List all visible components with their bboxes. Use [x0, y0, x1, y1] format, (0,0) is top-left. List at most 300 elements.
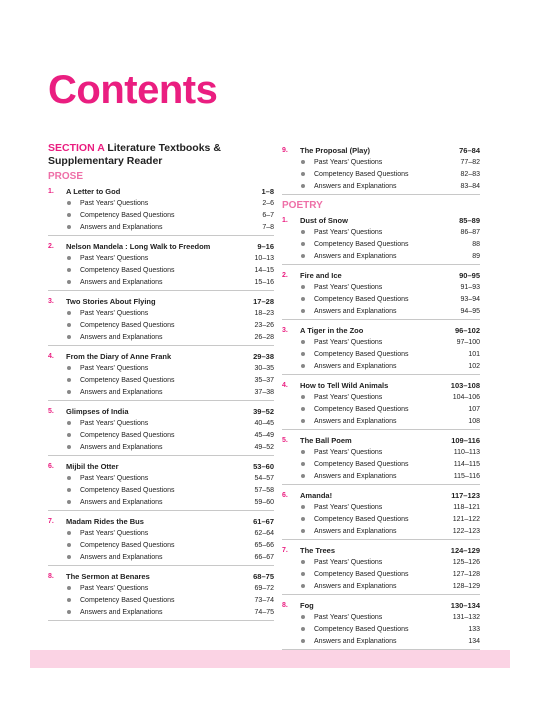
bullet-icon	[301, 285, 305, 289]
sub-entry-pages: 93–94	[460, 295, 480, 303]
sub-entry-pages: 10–13	[254, 254, 274, 262]
sub-entry-label: Answers and Explanations	[80, 223, 163, 231]
sub-entry-label: Competency Based Questions	[80, 211, 175, 219]
sub-entry-pages: 83–84	[460, 182, 480, 190]
sub-entry-label: Answers and Explanations	[314, 182, 397, 190]
sub-entry-label: Competency Based Questions	[314, 625, 409, 633]
bullet-icon	[67, 268, 71, 272]
sub-entry-label: Answers and Explanations	[80, 443, 163, 451]
sub-entry-pages: 74–75	[254, 608, 274, 616]
bullet-icon	[301, 184, 305, 188]
poetry-heading: POETRY	[282, 200, 323, 211]
bullet-icon	[67, 323, 71, 327]
section-label: SECTION A	[48, 142, 105, 154]
bullet-icon	[301, 450, 305, 454]
bullet-icon	[67, 311, 71, 315]
chapter-row[interactable]	[48, 405, 274, 417]
chapter-pages: 90–95	[459, 270, 480, 280]
chapter-entry	[282, 269, 480, 320]
sub-entry-pages: 69–72	[254, 584, 274, 592]
bullet-icon	[67, 378, 71, 382]
sub-entry[interactable]	[282, 568, 480, 580]
sub-entry[interactable]	[282, 168, 480, 180]
sub-entry-pages: 37–38	[254, 388, 274, 396]
bullet-icon	[67, 500, 71, 504]
sub-entry-pages: 125–126	[452, 558, 480, 566]
sub-entry[interactable]	[282, 180, 480, 192]
chapter-title: Fire and Ice	[300, 270, 342, 280]
chapter-pages: 109–116	[451, 435, 480, 445]
sub-entry-pages: 88	[472, 240, 480, 248]
sub-entry-label: Past Years' Questions	[80, 309, 149, 317]
chapter-pages: 9–16	[257, 241, 274, 251]
chapter-title: A Letter to God	[66, 186, 121, 196]
chapter-row[interactable]	[282, 544, 480, 556]
sub-entry-label: Past Years' Questions	[314, 338, 383, 346]
sub-entry-pages: 82–83	[460, 170, 480, 178]
chapter-row[interactable]	[282, 434, 480, 446]
sub-entry[interactable]	[48, 209, 274, 221]
sub-entry-pages: 15–16	[254, 278, 274, 286]
bullet-icon	[67, 598, 71, 602]
chapter-title: From the Diary of Anne Frank	[66, 351, 172, 361]
chapter-row[interactable]	[282, 144, 480, 156]
chapter-number: 1.	[282, 216, 288, 224]
chapter-pages: 85–89	[459, 215, 480, 225]
sub-entry-pages: 115–116	[453, 472, 480, 480]
sub-entry-label: Answers and Explanations	[314, 252, 397, 260]
sub-entry-pages: 89	[472, 252, 480, 260]
chapter-number: 3.	[48, 297, 54, 305]
sub-entry-pages: 35–37	[254, 376, 274, 384]
bullet-icon	[301, 340, 305, 344]
chapter-entry	[282, 544, 480, 595]
sub-entry-label: Answers and Explanations	[80, 333, 163, 341]
chapter-title: Amanda!	[300, 490, 333, 500]
sub-entry[interactable]	[282, 391, 480, 403]
sub-entry-pages: 77–82	[460, 158, 480, 166]
sub-entry[interactable]	[282, 226, 480, 238]
sub-entry-pages: 59–60	[254, 498, 274, 506]
sub-entry[interactable]	[282, 446, 480, 458]
sub-entry-pages: 102	[468, 362, 480, 370]
sub-entry-pages: 23–26	[254, 321, 274, 329]
bullet-icon	[301, 560, 305, 564]
chapter-entry	[48, 295, 274, 346]
chapter-title: The Trees	[300, 545, 336, 555]
sub-entry-label: Answers and Explanations	[314, 527, 397, 535]
sub-entry[interactable]	[282, 281, 480, 293]
prose-heading: PROSE	[48, 171, 84, 182]
sub-entry[interactable]	[282, 458, 480, 470]
sub-entry-label: Competency Based Questions	[314, 515, 409, 523]
chapter-pages: 39–52	[253, 406, 274, 416]
sub-entry[interactable]	[282, 415, 480, 427]
sub-entry-label: Competency Based Questions	[80, 541, 175, 549]
chapter-number: 2.	[48, 242, 54, 250]
bullet-icon	[67, 225, 71, 229]
chapter-pages: 96–102	[454, 325, 480, 335]
chapter-row[interactable]	[48, 570, 274, 582]
chapter-pages: 117–123	[451, 490, 480, 500]
sub-entry-pages: 97–100	[456, 338, 480, 346]
sub-entry[interactable]	[48, 527, 274, 539]
chapter-title: A Tiger in the Zoo	[300, 325, 364, 335]
sub-entry-pages: 26–28	[254, 333, 274, 341]
sub-entry-label: Competency Based Questions	[314, 350, 409, 358]
sub-entry[interactable]	[48, 441, 274, 453]
chapter-row[interactable]	[48, 240, 274, 252]
chapter-row[interactable]	[282, 379, 480, 391]
sub-entry-pages: 6–7	[262, 211, 274, 219]
bullet-icon	[301, 254, 305, 258]
chapter-pages: 61–67	[253, 516, 274, 526]
chapter-row[interactable]	[282, 489, 480, 501]
bullet-icon	[67, 366, 71, 370]
sub-entry-pages: 131–132	[452, 613, 480, 621]
sub-entry-label: Answers and Explanations	[314, 417, 397, 425]
sub-entry[interactable]	[282, 305, 480, 317]
sub-entry-label: Competency Based Questions	[80, 596, 175, 604]
sub-entry[interactable]	[48, 252, 274, 264]
sub-entry[interactable]	[48, 362, 274, 374]
sub-entry-label: Past Years' Questions	[80, 529, 149, 537]
sub-entry-label: Past Years' Questions	[80, 584, 149, 592]
chapter-row[interactable]	[282, 214, 480, 226]
sub-entry-label: Competency Based Questions	[314, 170, 409, 178]
sub-entry-pages: 7–8	[262, 223, 274, 231]
chapter-title: Madam Rides the Bus	[66, 516, 144, 526]
sub-entry-label: Competency Based Questions	[80, 376, 175, 384]
sub-entry-pages: 62–64	[254, 529, 274, 537]
sub-entry-label: Past Years' Questions	[314, 613, 383, 621]
chapter-number: 7.	[48, 517, 54, 525]
chapter-entry	[48, 350, 274, 401]
sub-entry[interactable]	[48, 606, 274, 618]
sub-entry-label: Past Years' Questions	[80, 419, 149, 427]
sub-entry-pages: 104–106	[452, 393, 480, 401]
chapter-title: Nelson Mandela : Long Walk to Freedom	[66, 241, 211, 251]
sub-entry[interactable]	[282, 611, 480, 623]
sub-entry-label: Answers and Explanations	[314, 362, 397, 370]
sub-entry-pages: 18–23	[254, 309, 274, 317]
sub-entry-pages: 128–129	[452, 582, 480, 590]
bullet-icon	[67, 213, 71, 217]
bullet-icon	[67, 555, 71, 559]
sub-entry[interactable]	[282, 403, 480, 415]
chapter-pages: 103–108	[450, 380, 480, 390]
chapter-entry	[282, 489, 480, 540]
sub-entry-pages: 40–45	[254, 419, 274, 427]
sub-entry-label: Competency Based Questions	[314, 460, 409, 468]
sub-entry[interactable]	[282, 250, 480, 262]
sub-entry[interactable]	[282, 580, 480, 592]
sub-entry-pages: 133	[468, 625, 480, 633]
sub-entry-pages: 134	[468, 637, 480, 645]
sub-entry[interactable]	[48, 417, 274, 429]
sub-entry-label: Past Years' Questions	[80, 254, 149, 262]
bullet-icon	[301, 474, 305, 478]
section-title: Literature Textbooks & Supplementary Reader	[48, 142, 221, 167]
sub-entry[interactable]	[48, 472, 274, 484]
bullet-icon	[301, 462, 305, 466]
sub-entry-label: Competency Based Questions	[80, 486, 175, 494]
sub-entry-label: Competency Based Questions	[314, 405, 409, 413]
chapter-pages: 76–84	[459, 145, 480, 155]
sub-entry[interactable]	[48, 276, 274, 288]
sub-entry-label: Answers and Explanations	[80, 498, 163, 506]
bullet-icon	[301, 419, 305, 423]
sub-entry-pages: 65–66	[254, 541, 274, 549]
chapter-pages: 124–129	[450, 545, 480, 555]
chapter-title: Mijbil the Otter	[66, 461, 119, 471]
bullet-icon	[67, 543, 71, 547]
sub-entry[interactable]	[48, 374, 274, 386]
sub-entry-label: Past Years' Questions	[80, 474, 149, 482]
bullet-icon	[301, 242, 305, 246]
sub-entry-label: Answers and Explanations	[314, 307, 397, 315]
bullet-icon	[67, 445, 71, 449]
bullet-icon	[67, 335, 71, 339]
chapter-row[interactable]	[48, 515, 274, 527]
sub-entry-pages: 127–128	[452, 570, 480, 578]
chapter-row[interactable]	[48, 460, 274, 472]
sub-entry[interactable]	[48, 307, 274, 319]
bullet-icon	[301, 172, 305, 176]
sub-entry[interactable]	[48, 264, 274, 276]
sub-entry-label: Past Years' Questions	[314, 158, 383, 166]
sub-entry-pages: 14–15	[254, 266, 274, 274]
sub-entry[interactable]	[282, 513, 480, 525]
chapter-title: The Ball Poem	[300, 435, 352, 445]
chapter-entry	[282, 599, 480, 650]
bullet-icon	[301, 627, 305, 631]
sub-entry-pages: 54–57	[254, 474, 274, 482]
prose-chapter-list	[48, 185, 274, 621]
sub-entry-pages: 107	[468, 405, 480, 413]
chapter-number: 5.	[282, 436, 288, 444]
sub-entry-pages: 66–67	[254, 553, 274, 561]
bullet-icon	[301, 364, 305, 368]
sub-entry[interactable]	[48, 551, 274, 563]
chapter-title: The Proposal (Play)	[300, 145, 371, 155]
bullet-icon	[67, 201, 71, 205]
sub-entry[interactable]	[48, 221, 274, 233]
sub-entry[interactable]	[282, 470, 480, 482]
bullet-icon	[67, 488, 71, 492]
sub-entry-pages: 91–93	[460, 283, 480, 291]
poetry-chapter-list	[282, 214, 480, 650]
chapter-number: 2.	[282, 271, 288, 279]
sub-entry-label: Past Years' Questions	[314, 283, 383, 291]
sub-entry[interactable]	[48, 484, 274, 496]
sub-entry-pages: 86–87	[460, 228, 480, 236]
sub-entry-label: Answers and Explanations	[314, 472, 397, 480]
sub-entry-label: Answers and Explanations	[80, 608, 163, 616]
contents-right-column	[282, 142, 480, 654]
chapter-row[interactable]	[282, 599, 480, 611]
sub-entry-pages: 73–74	[254, 596, 274, 604]
sub-entry-pages: 57–58	[254, 486, 274, 494]
chapter-pages: 68–75	[253, 571, 274, 581]
sub-entry-pages: 49–52	[254, 443, 274, 451]
sub-entry-label: Past Years' Questions	[314, 503, 383, 511]
chapter-number: 8.	[48, 572, 54, 580]
sub-entry-pages: 110–113	[453, 448, 480, 456]
sub-entry-pages: 122–123	[452, 527, 480, 535]
sub-entry[interactable]	[282, 501, 480, 513]
sub-entry-label: Past Years' Questions	[314, 448, 383, 456]
bullet-icon	[301, 505, 305, 509]
sub-entry-pages: 30–35	[254, 364, 274, 372]
sub-entry-pages: 118–121	[453, 503, 480, 511]
chapter-pages: 53–60	[253, 461, 274, 471]
bullet-icon	[67, 476, 71, 480]
chapter-title: Fog	[300, 600, 314, 610]
chapter-row[interactable]	[282, 324, 480, 336]
chapter-number: 9.	[282, 146, 288, 154]
chapter-row[interactable]	[48, 295, 274, 307]
sub-entry-pages: 94–95	[460, 307, 480, 315]
chapter-entry	[282, 144, 480, 195]
chapter-pages: 1–8	[261, 186, 274, 196]
sub-entry[interactable]	[282, 238, 480, 250]
sub-entry[interactable]	[48, 386, 274, 398]
sub-entry-pages: 45–49	[254, 431, 274, 439]
bullet-icon	[301, 395, 305, 399]
sub-entry[interactable]	[48, 197, 274, 209]
contents-left-column	[48, 142, 274, 625]
sub-entry[interactable]	[282, 360, 480, 372]
sub-entry-label: Answers and Explanations	[80, 278, 163, 286]
bullet-icon	[67, 280, 71, 284]
sub-entry[interactable]	[282, 336, 480, 348]
chapter-title: How to Tell Wild Animals	[300, 380, 389, 390]
sub-entry[interactable]	[48, 429, 274, 441]
chapter-row[interactable]	[48, 350, 274, 362]
sub-entry[interactable]	[48, 496, 274, 508]
chapter-number: 8.	[282, 601, 288, 609]
sub-entry[interactable]	[48, 594, 274, 606]
chapter-pages: 17–28	[253, 296, 274, 306]
sub-entry[interactable]	[282, 556, 480, 568]
chapter-entry	[282, 434, 480, 485]
chapter-number: 5.	[48, 407, 54, 415]
bullet-icon	[67, 256, 71, 260]
bullet-icon	[67, 433, 71, 437]
sub-entry-label: Past Years' Questions	[314, 228, 383, 236]
chapter-row[interactable]	[48, 185, 274, 197]
chapter-title: Two Stories About Flying	[66, 296, 156, 306]
bullet-icon	[301, 517, 305, 521]
sub-entry[interactable]	[282, 635, 480, 647]
sub-entry-label: Answers and Explanations	[314, 637, 397, 645]
bullet-icon	[301, 584, 305, 588]
chapter-entry	[48, 240, 274, 291]
bullet-icon	[67, 586, 71, 590]
chapter-entry	[48, 460, 274, 511]
bullet-icon	[67, 531, 71, 535]
bullet-icon	[301, 639, 305, 643]
sub-entry-label: Past Years' Questions	[314, 393, 383, 401]
page-title: Contents	[48, 68, 218, 112]
sub-entry-label: Answers and Explanations	[80, 553, 163, 561]
sub-entry[interactable]	[282, 156, 480, 168]
sub-entry-pages: 2–6	[262, 199, 274, 207]
chapter-number: 4.	[48, 352, 54, 360]
bullet-icon	[301, 230, 305, 234]
bullet-icon	[301, 572, 305, 576]
sub-entry-label: Answers and Explanations	[314, 582, 397, 590]
bullet-icon	[301, 529, 305, 533]
chapter-pages: 130–134	[450, 600, 480, 610]
sub-entry-label: Past Years' Questions	[80, 199, 149, 207]
bullet-icon	[67, 390, 71, 394]
sub-entry[interactable]	[48, 582, 274, 594]
chapter-number: 4.	[282, 381, 288, 389]
footer-bar	[30, 650, 510, 668]
sub-entry[interactable]	[48, 319, 274, 331]
chapter-row[interactable]	[282, 269, 480, 281]
chapter-entry	[48, 515, 274, 566]
chapter-number: 7.	[282, 546, 288, 554]
chapter-number: 1.	[48, 187, 54, 195]
sub-entry-label: Competency Based Questions	[314, 295, 409, 303]
sub-entry-pages: 101	[468, 350, 480, 358]
sub-entry[interactable]	[48, 539, 274, 551]
chapter-entry	[282, 324, 480, 375]
bullet-icon	[301, 615, 305, 619]
chapter-number: 6.	[48, 462, 54, 470]
section-heading	[48, 142, 274, 168]
sub-entry-pages: 121–122	[452, 515, 480, 523]
chapter-number: 3.	[282, 326, 288, 334]
sub-entry[interactable]	[282, 623, 480, 635]
sub-entry[interactable]	[48, 331, 274, 343]
sub-entry[interactable]	[282, 293, 480, 305]
chapter-entry	[48, 185, 274, 236]
chapter-title: Dust of Snow	[300, 215, 348, 225]
chapter-pages: 29–38	[253, 351, 274, 361]
chapter-title: The Sermon at Benares	[66, 571, 150, 581]
bullet-icon	[301, 407, 305, 411]
chapter-entry	[48, 405, 274, 456]
bullet-icon	[301, 309, 305, 313]
sub-entry-label: Past Years' Questions	[80, 364, 149, 372]
bullet-icon	[301, 297, 305, 301]
chapter-entry	[48, 570, 274, 621]
bullet-icon	[67, 421, 71, 425]
sub-entry[interactable]	[282, 525, 480, 537]
chapter-entry	[282, 379, 480, 430]
sub-entry-label: Answers and Explanations	[80, 388, 163, 396]
prose-continued-list	[282, 144, 480, 195]
bullet-icon	[301, 160, 305, 164]
chapter-title: Glimpses of India	[66, 406, 129, 416]
chapter-entry	[282, 214, 480, 265]
sub-entry-label: Competency Based Questions	[314, 570, 409, 578]
sub-entry-label: Past Years' Questions	[314, 558, 383, 566]
chapter-number: 6.	[282, 491, 288, 499]
sub-entry-label: Competency Based Questions	[314, 240, 409, 248]
sub-entry-label: Competency Based Questions	[80, 321, 175, 329]
sub-entry-label: Competency Based Questions	[80, 431, 175, 439]
bullet-icon	[67, 610, 71, 614]
sub-entry-pages: 108	[468, 417, 480, 425]
bullet-icon	[301, 352, 305, 356]
sub-entry[interactable]	[282, 348, 480, 360]
sub-entry-pages: 114–115	[453, 460, 480, 468]
